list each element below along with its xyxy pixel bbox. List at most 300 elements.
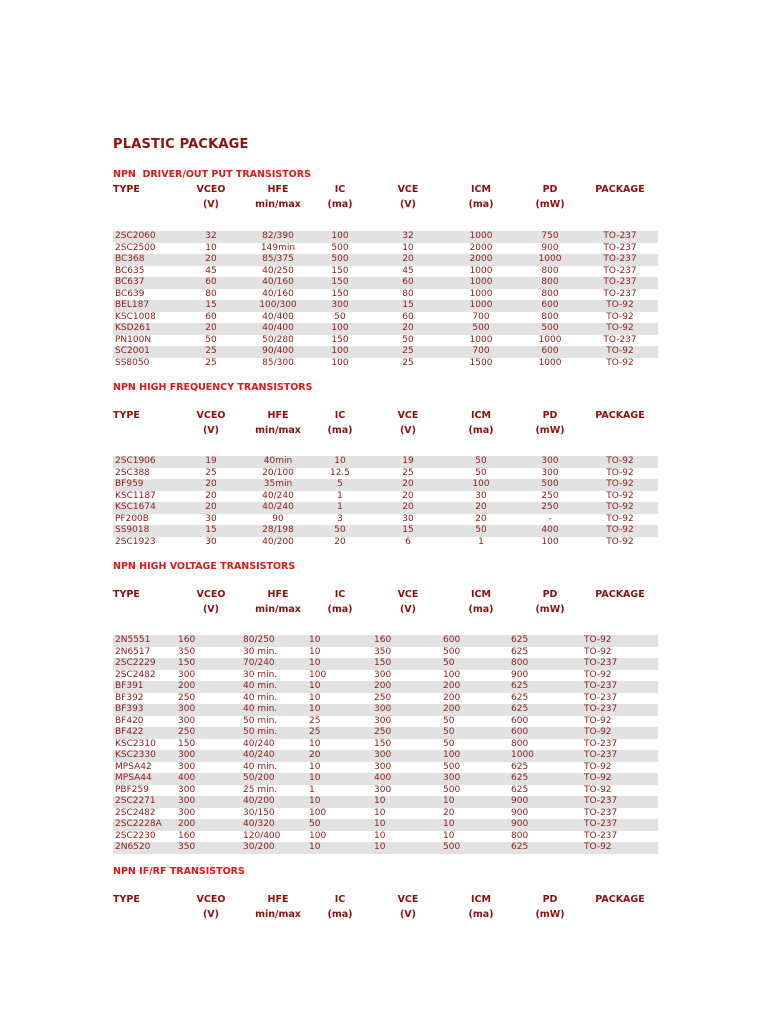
cell-vce: 50 bbox=[402, 334, 414, 345]
cell-hfe: 80/250 bbox=[243, 635, 275, 645]
cell-package: TO-237 bbox=[603, 277, 637, 287]
header-icm-label: ICM bbox=[471, 410, 491, 421]
cell-type: PBF259 bbox=[115, 784, 149, 795]
header-pd bbox=[527, 892, 573, 922]
cell-type: 2SC2060 bbox=[115, 231, 156, 241]
header-type: TYPE bbox=[113, 894, 140, 905]
cell-hfe: 20/100 bbox=[262, 467, 294, 478]
cell-vce: 160 bbox=[374, 635, 392, 645]
header-vce-unit: (V) bbox=[399, 604, 417, 615]
cell-vce: 25 bbox=[402, 346, 414, 356]
cell-pd: 625 bbox=[511, 842, 529, 852]
header-ic-unit: (ma) bbox=[327, 425, 353, 436]
header-icm bbox=[456, 587, 506, 617]
column-headers bbox=[113, 408, 658, 438]
cell-type: 2SC2500 bbox=[115, 242, 156, 253]
cell-type: BF392 bbox=[115, 692, 144, 703]
header-hfe bbox=[248, 408, 308, 438]
cell-icm: 1000 bbox=[469, 265, 493, 276]
cell-vceo: 20 bbox=[205, 479, 217, 489]
cell-icm: 500 bbox=[443, 646, 461, 657]
header-hfe-unit: min/max bbox=[255, 425, 301, 436]
cell-icm: 1000 bbox=[469, 231, 493, 241]
cell-vceo: 20 bbox=[205, 254, 217, 264]
cell-type: 2SC1906 bbox=[115, 456, 156, 466]
cell-vceo: 160 bbox=[178, 830, 196, 841]
cell-hfe: 40/200 bbox=[262, 536, 294, 547]
header-vce-unit: (V) bbox=[399, 909, 417, 920]
cell-vce: 300 bbox=[374, 750, 392, 760]
cell-ic: 100 bbox=[331, 231, 349, 241]
cell-ic: 150 bbox=[331, 265, 349, 276]
cell-vceo: 300 bbox=[178, 796, 196, 806]
cell-vce: 20 bbox=[402, 502, 414, 512]
cell-vceo: 300 bbox=[178, 761, 196, 772]
cell-icm: 10 bbox=[443, 796, 455, 806]
cell-vce: 20 bbox=[402, 323, 414, 333]
cell-pd: 900 bbox=[511, 669, 529, 680]
header-vceo-label: VCEO bbox=[196, 894, 226, 905]
cell-package: TO-237 bbox=[584, 738, 618, 749]
cell-ic: 10 bbox=[309, 842, 321, 852]
cell-hfe: 50 min. bbox=[243, 727, 278, 737]
cell-vce: 20 bbox=[402, 490, 414, 501]
header-pd-unit: (mW) bbox=[535, 604, 565, 615]
cell-icm: 500 bbox=[443, 784, 461, 795]
cell-icm: 50 bbox=[443, 727, 455, 737]
cell-vce: 10 bbox=[374, 796, 386, 806]
cell-hfe: 90 bbox=[272, 513, 284, 524]
cell-pd: 500 bbox=[541, 323, 559, 333]
cell-icm: 10 bbox=[443, 830, 455, 841]
table-row bbox=[113, 842, 658, 854]
cell-vceo: 32 bbox=[205, 231, 217, 241]
cell-vceo: 300 bbox=[178, 750, 196, 760]
header-package: PACKAGE bbox=[595, 410, 645, 421]
header-icm bbox=[456, 182, 506, 212]
cell-pd: 300 bbox=[541, 467, 559, 478]
cell-hfe: 82/390 bbox=[262, 231, 294, 241]
cell-package: TO-237 bbox=[584, 750, 618, 760]
cell-pd: 900 bbox=[511, 796, 529, 806]
cell-package: TO-92 bbox=[584, 727, 612, 737]
cell-ic: 25 bbox=[309, 715, 321, 726]
cell-type: SS9018 bbox=[115, 525, 150, 535]
cell-icm: 100 bbox=[472, 479, 490, 489]
cell-hfe: 40 min. bbox=[243, 692, 278, 703]
cell-hfe: 50/200 bbox=[243, 773, 275, 783]
cell-hfe: 30 min. bbox=[243, 669, 278, 680]
cell-icm: 700 bbox=[472, 311, 490, 322]
cell-vceo: 400 bbox=[178, 773, 196, 783]
cell-type: MPSA44 bbox=[115, 773, 152, 783]
header-type: TYPE bbox=[113, 410, 140, 421]
cell-ic: 10 bbox=[309, 646, 321, 657]
cell-hfe: 40 min. bbox=[243, 681, 278, 691]
cell-type: KSD261 bbox=[115, 323, 151, 333]
cell-type: KSC2330 bbox=[115, 750, 156, 760]
table-row bbox=[113, 693, 658, 705]
header-icm-unit: (ma) bbox=[468, 425, 494, 436]
cell-pd: 300 bbox=[541, 456, 559, 466]
cell-ic: 1 bbox=[337, 490, 343, 501]
cell-package: TO-92 bbox=[584, 761, 612, 772]
header-type: TYPE bbox=[113, 184, 140, 195]
cell-vce: 60 bbox=[402, 311, 414, 322]
cell-package: TO-92 bbox=[584, 635, 612, 645]
cell-vce: 10 bbox=[402, 242, 414, 253]
cell-ic: 10 bbox=[309, 692, 321, 703]
cell-package: TO-92 bbox=[584, 773, 612, 783]
header-ic bbox=[318, 892, 362, 922]
table-row bbox=[113, 289, 658, 301]
cell-hfe: 90/400 bbox=[262, 346, 294, 356]
cell-vce: 6 bbox=[405, 536, 411, 547]
cell-hfe: 40/320 bbox=[243, 819, 275, 829]
cell-type: 2SC2271 bbox=[115, 796, 156, 806]
cell-pd: 625 bbox=[511, 646, 529, 657]
cell-hfe: 30/150 bbox=[243, 807, 275, 818]
cell-ic: 20 bbox=[334, 536, 346, 547]
cell-vce: 20 bbox=[402, 254, 414, 264]
cell-hfe: 40 min. bbox=[243, 761, 278, 772]
header-hfe-unit: min/max bbox=[255, 199, 301, 210]
cell-type: KSC2310 bbox=[115, 738, 156, 749]
cell-package: TO-237 bbox=[584, 796, 618, 806]
table-row bbox=[113, 537, 658, 549]
cell-package: TO-237 bbox=[584, 830, 618, 841]
cell-vce: 250 bbox=[374, 692, 392, 703]
cell-type: BF422 bbox=[115, 727, 144, 737]
cell-package: TO-237 bbox=[584, 704, 618, 714]
cell-vce: 150 bbox=[374, 658, 392, 668]
cell-icm: 1 bbox=[478, 536, 484, 547]
header-vceo bbox=[193, 892, 229, 922]
cell-pd: 625 bbox=[511, 692, 529, 703]
header-ic bbox=[318, 587, 362, 617]
cell-pd: 800 bbox=[511, 830, 529, 841]
cell-ic: 500 bbox=[331, 242, 349, 253]
cell-ic: 50 bbox=[309, 819, 321, 829]
cell-type: BF420 bbox=[115, 715, 144, 726]
cell-icm: 50 bbox=[475, 456, 487, 466]
cell-vceo: 30 bbox=[205, 536, 217, 547]
table-row bbox=[113, 335, 658, 347]
header-pd bbox=[527, 182, 573, 212]
cell-icm: 600 bbox=[443, 635, 461, 645]
header-hfe bbox=[248, 182, 308, 212]
cell-vce: 45 bbox=[402, 265, 414, 276]
cell-vceo: 20 bbox=[205, 502, 217, 512]
cell-pd: 250 bbox=[541, 490, 559, 501]
header-hfe-unit: min/max bbox=[255, 604, 301, 615]
cell-vce: 15 bbox=[402, 525, 414, 535]
table-row bbox=[113, 750, 658, 762]
table-row bbox=[113, 323, 658, 335]
cell-type: MPSA42 bbox=[115, 761, 152, 772]
header-pd-unit: (mW) bbox=[535, 425, 565, 436]
cell-type: 2SC2482 bbox=[115, 669, 156, 680]
table-row bbox=[113, 514, 658, 526]
cell-icm: 50 bbox=[475, 467, 487, 478]
cell-pd: 1000 bbox=[511, 750, 534, 760]
header-vce-label: VCE bbox=[397, 184, 419, 195]
cell-vce: 250 bbox=[374, 727, 392, 737]
header-ic-unit: (ma) bbox=[327, 909, 353, 920]
cell-type: 2SC1923 bbox=[115, 536, 156, 547]
cell-ic: 1 bbox=[309, 784, 315, 795]
cell-ic: 10 bbox=[309, 704, 321, 714]
table-row bbox=[113, 658, 658, 670]
cell-vceo: 50 bbox=[205, 334, 217, 345]
cell-vce: 19 bbox=[402, 456, 414, 466]
cell-icm: 1000 bbox=[469, 277, 493, 287]
cell-icm: 500 bbox=[443, 761, 461, 772]
cell-hfe: 40/240 bbox=[243, 738, 275, 749]
table-row bbox=[113, 831, 658, 843]
cell-type: BF391 bbox=[115, 681, 144, 691]
table-row bbox=[113, 670, 658, 682]
cell-package: TO-92 bbox=[606, 525, 634, 535]
cell-vceo: 25 bbox=[205, 346, 217, 356]
cell-icm: 300 bbox=[443, 773, 461, 783]
cell-package: TO-237 bbox=[603, 254, 637, 264]
header-ic-unit: (ma) bbox=[327, 604, 353, 615]
cell-vce: 60 bbox=[402, 277, 414, 287]
cell-package: TO-92 bbox=[606, 479, 634, 489]
column-headers bbox=[113, 892, 658, 922]
cell-vceo: 350 bbox=[178, 842, 196, 852]
cell-hfe: 40 min. bbox=[243, 704, 278, 714]
cell-type: 2SC2229 bbox=[115, 658, 156, 668]
cell-icm: 100 bbox=[443, 669, 461, 680]
cell-pd: 600 bbox=[511, 727, 529, 737]
header-vceo bbox=[193, 408, 229, 438]
header-vceo-unit: (V) bbox=[202, 604, 220, 615]
header-vceo bbox=[193, 587, 229, 617]
header-icm bbox=[456, 408, 506, 438]
cell-hfe: 40/160 bbox=[262, 277, 294, 287]
cell-ic: 10 bbox=[309, 738, 321, 749]
cell-type: 2SC2230 bbox=[115, 830, 156, 841]
cell-pd: 800 bbox=[541, 265, 559, 276]
cell-package: TO-92 bbox=[584, 842, 612, 852]
cell-pd: 625 bbox=[511, 773, 529, 783]
cell-pd: 625 bbox=[511, 704, 529, 714]
cell-vceo: 150 bbox=[178, 738, 196, 749]
table-row bbox=[113, 300, 658, 312]
cell-hfe: 40/400 bbox=[262, 311, 294, 322]
cell-pd: 800 bbox=[511, 658, 529, 668]
header-ic bbox=[318, 182, 362, 212]
cell-package: TO-92 bbox=[606, 502, 634, 512]
cell-icm: 2000 bbox=[469, 242, 493, 253]
header-ic-label: IC bbox=[334, 894, 346, 905]
header-ic bbox=[318, 408, 362, 438]
table-row bbox=[113, 762, 658, 774]
cell-vce: 300 bbox=[374, 784, 392, 795]
cell-vce: 300 bbox=[374, 704, 392, 714]
cell-type: KSC1008 bbox=[115, 311, 156, 322]
page-title: PLASTIC PACKAGE bbox=[113, 137, 249, 152]
cell-pd: 900 bbox=[511, 819, 529, 829]
cell-ic: 1 bbox=[337, 502, 343, 512]
cell-ic: 20 bbox=[309, 750, 321, 760]
table-row bbox=[113, 773, 658, 785]
cell-vceo: 300 bbox=[178, 704, 196, 714]
cell-package: TO-92 bbox=[606, 490, 634, 501]
cell-hfe: 70/240 bbox=[243, 658, 275, 668]
cell-vceo: 10 bbox=[205, 242, 217, 253]
header-hfe bbox=[248, 892, 308, 922]
cell-ic: 25 bbox=[309, 727, 321, 737]
table-row bbox=[113, 704, 658, 716]
cell-vce: 20 bbox=[402, 479, 414, 489]
cell-ic: 12.5 bbox=[329, 467, 351, 478]
cell-hfe: 85/300 bbox=[262, 357, 294, 368]
table-body bbox=[113, 635, 658, 854]
cell-vce: 25 bbox=[402, 467, 414, 478]
table-row bbox=[113, 456, 658, 468]
cell-hfe: 30 min. bbox=[243, 646, 278, 657]
cell-package: TO-92 bbox=[606, 300, 634, 310]
cell-hfe: 40/240 bbox=[243, 750, 275, 760]
cell-ic: 50 bbox=[334, 311, 346, 322]
cell-pd: 1000 bbox=[538, 334, 562, 345]
table-row bbox=[113, 266, 658, 278]
header-icm-label: ICM bbox=[471, 184, 491, 195]
cell-vce: 25 bbox=[402, 357, 414, 368]
cell-package: TO-92 bbox=[606, 357, 634, 368]
cell-package: TO-92 bbox=[584, 669, 612, 680]
cell-package: TO-237 bbox=[584, 807, 618, 818]
cell-type: PF200B bbox=[115, 513, 149, 524]
header-vce-label: VCE bbox=[397, 589, 419, 600]
header-package: PACKAGE bbox=[595, 589, 645, 600]
cell-vce: 300 bbox=[374, 669, 392, 680]
cell-ic: 300 bbox=[331, 300, 349, 310]
table-row bbox=[113, 785, 658, 797]
header-hfe-label: HFE bbox=[267, 894, 289, 905]
header-hfe bbox=[248, 587, 308, 617]
cell-vceo: 300 bbox=[178, 715, 196, 726]
header-pd-label: PD bbox=[542, 410, 558, 421]
cell-ic: 10 bbox=[309, 635, 321, 645]
cell-vceo: 30 bbox=[205, 513, 217, 524]
cell-package: TO-92 bbox=[606, 467, 634, 478]
cell-package: TO-92 bbox=[606, 346, 634, 356]
cell-pd: 600 bbox=[511, 715, 529, 726]
cell-vce: 10 bbox=[374, 830, 386, 841]
cell-ic: 150 bbox=[331, 288, 349, 299]
cell-type: 2SC388 bbox=[115, 467, 150, 478]
header-vceo-label: VCEO bbox=[196, 589, 226, 600]
cell-package: TO-92 bbox=[584, 784, 612, 795]
cell-hfe: 85/375 bbox=[262, 254, 294, 264]
cell-type: 2SC2482 bbox=[115, 807, 156, 818]
cell-pd: 600 bbox=[541, 346, 559, 356]
column-headers bbox=[113, 182, 658, 212]
cell-vceo: 19 bbox=[205, 456, 217, 466]
cell-vce: 350 bbox=[374, 646, 392, 657]
cell-pd: 400 bbox=[541, 525, 559, 535]
header-icm bbox=[456, 892, 506, 922]
cell-ic: 500 bbox=[331, 254, 349, 264]
cell-type: PN100N bbox=[115, 334, 152, 345]
cell-hfe: 40/200 bbox=[243, 796, 275, 806]
table-row bbox=[113, 491, 658, 503]
cell-package: TO-92 bbox=[606, 536, 634, 547]
section-title: NPN HIGH FREQUENCY TRANSISTORS bbox=[113, 382, 313, 393]
cell-hfe: 40/240 bbox=[262, 490, 294, 501]
cell-type: SC2001 bbox=[115, 346, 150, 356]
cell-vce: 150 bbox=[374, 738, 392, 749]
cell-icm: 10 bbox=[443, 819, 455, 829]
cell-package: TO-237 bbox=[584, 819, 618, 829]
header-vceo-unit: (V) bbox=[202, 909, 220, 920]
section-title: NPN DRIVER/OUT PUT TRANSISTORS bbox=[113, 169, 311, 180]
cell-hfe: 50/280 bbox=[262, 334, 294, 345]
cell-hfe: 149min bbox=[260, 242, 296, 253]
cell-pd: 800 bbox=[541, 277, 559, 287]
cell-ic: 150 bbox=[331, 334, 349, 345]
cell-vce: 10 bbox=[374, 819, 386, 829]
cell-type: BC635 bbox=[115, 265, 145, 276]
cell-icm: 20 bbox=[475, 502, 487, 512]
cell-hfe: 40/250 bbox=[262, 265, 294, 276]
cell-pd: 625 bbox=[511, 784, 529, 795]
cell-vceo: 25 bbox=[205, 467, 217, 478]
cell-pd: 600 bbox=[541, 300, 559, 310]
cell-vceo: 300 bbox=[178, 669, 196, 680]
header-ic-label: IC bbox=[334, 589, 346, 600]
header-ic-unit: (ma) bbox=[327, 199, 353, 210]
cell-icm: 1500 bbox=[469, 357, 493, 368]
header-vce-unit: (V) bbox=[399, 199, 417, 210]
cell-type: 2SC2228A bbox=[115, 819, 162, 829]
cell-package: TO-92 bbox=[606, 323, 634, 333]
cell-vceo: 20 bbox=[205, 323, 217, 333]
cell-ic: 3 bbox=[337, 513, 343, 524]
cell-icm: 2000 bbox=[469, 254, 493, 264]
cell-pd: 900 bbox=[541, 242, 559, 253]
cell-package: TO-92 bbox=[606, 311, 634, 322]
cell-vceo: 15 bbox=[205, 300, 217, 310]
header-hfe-unit: min/max bbox=[255, 909, 301, 920]
cell-pd: 1000 bbox=[538, 357, 562, 368]
cell-icm: 1000 bbox=[469, 288, 493, 299]
cell-vceo: 15 bbox=[205, 525, 217, 535]
cell-ic: 10 bbox=[309, 796, 321, 806]
table-row bbox=[113, 243, 658, 255]
cell-package: TO-237 bbox=[584, 681, 618, 691]
table-row bbox=[113, 727, 658, 739]
table-row bbox=[113, 277, 658, 289]
cell-type: BF959 bbox=[115, 479, 144, 489]
cell-package: TO-92 bbox=[584, 715, 612, 726]
cell-vceo: 200 bbox=[178, 819, 196, 829]
cell-vceo: 45 bbox=[205, 265, 217, 276]
cell-icm: 500 bbox=[472, 323, 490, 333]
cell-icm: 100 bbox=[443, 750, 461, 760]
table-row bbox=[113, 819, 658, 831]
cell-vce: 15 bbox=[402, 300, 414, 310]
table-row bbox=[113, 346, 658, 358]
header-vce-label: VCE bbox=[397, 894, 419, 905]
cell-ic: 10 bbox=[309, 681, 321, 691]
cell-vce: 32 bbox=[402, 231, 414, 241]
cell-ic: 100 bbox=[309, 830, 327, 841]
